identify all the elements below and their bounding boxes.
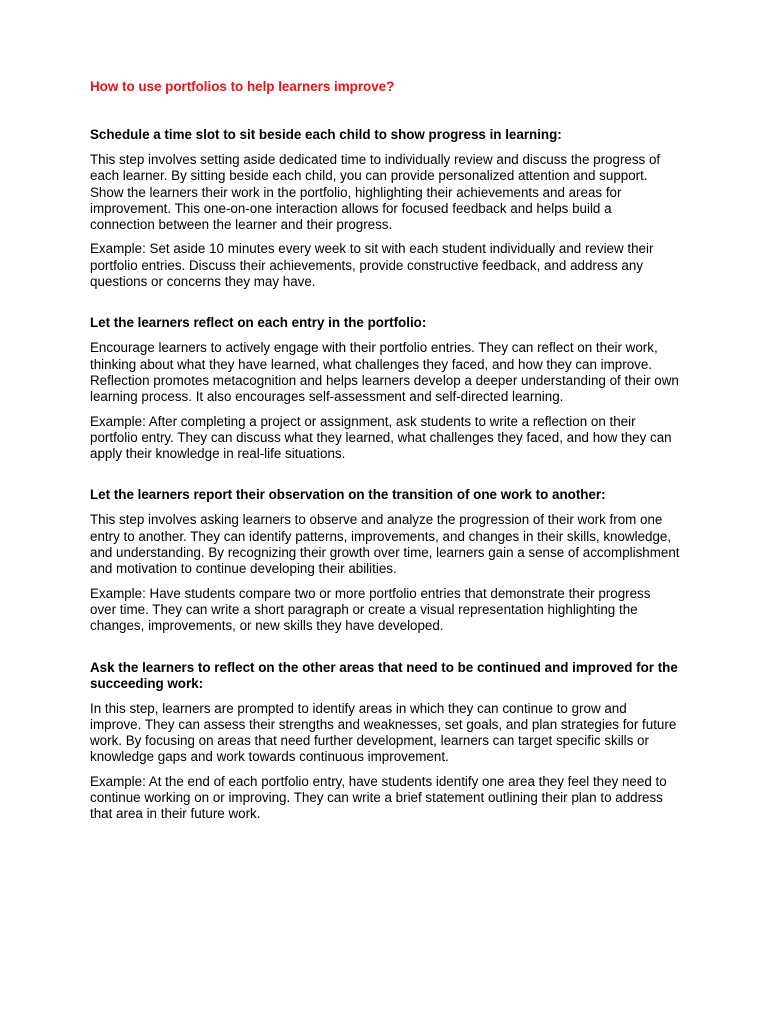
section-example: Example: Set aside 10 minutes every week to sit with each student individually and review their portfolio entries. Discuss their achievements, provide constructive feedback, and address any questions or concerns they may have. [90, 241, 654, 290]
document-title: How to use portfolios to help learners improve? [90, 79, 395, 94]
section-heading: Schedule a time slot to sit beside each child to show progress in learning: [90, 127, 562, 142]
section-3 [90, 487, 680, 634]
section-4 [90, 660, 680, 823]
section-heading: Let the learners reflect on each entry in the portfolio: [90, 315, 427, 331]
section-2 [90, 315, 680, 462]
section-example: Example: Have students compare two or more portfolio entries that demonstrate their progress over time. They can write a short paragraph or create a visual representation highlighting the changes, improvements, or new skills they have developed. [90, 585, 651, 634]
document-page [90, 79, 680, 848]
section-body: This step involves setting aside dedicated time to individually review and discuss the progress of each learner. By sitting beside each child, you can provide personalized attention and support. Show the learners their work in the portfolio, highlighting their achievements and areas for improvement. This one-on-one interaction allows for focused feedback and helps build a connection between the learner and their progress. [90, 152, 661, 233]
section-1 [90, 127, 680, 290]
section-body: In this step, learners are prompted to identify areas in which they can continue to grow and improve. They can assess their strengths and weaknesses, set goals, and plan strategies for future work. By focusing on areas that need further development, learners can target specific skills or knowledge gaps and work towards continuous improvement. [90, 700, 677, 765]
section-heading: Ask the learners to reflect on the other areas that need to be continued and improved for the succeeding work: [90, 659, 678, 691]
section-body: This step involves asking learners to observe and analyze the progression of their work from one entry to another. They can identify patterns, improvements, and changes in their skills, knowledge, and understanding. By recognizing their growth over time, learners gain a sense of accomplishment and motivation to continue developing their abilities. [90, 512, 680, 577]
section-body: Encourage learners to actively engage with their portfolio entries. They can reflect on their work, thinking about what they have learned, what challenges they faced, and how they can improve. Reflection promotes metacognition and helps learners develop a deeper understanding of their own learning process. It also encourages self-assessment and self-directed learning. [90, 340, 679, 405]
section-heading: Let the learners report their observation on the transition of one work to another: [90, 487, 606, 503]
section-example: Example: After completing a project or assignment, ask students to write a reflection on their portfolio entry. They can discuss what they learned, what challenges they faced, and how they can apply their knowledge in real-life situations. [90, 413, 672, 462]
section-example: Example: At the end of each portfolio entry, have students identify one area they feel they need to continue working on or improving. They can write a brief statement outlining their plan to address that area in their future work. [90, 773, 667, 822]
